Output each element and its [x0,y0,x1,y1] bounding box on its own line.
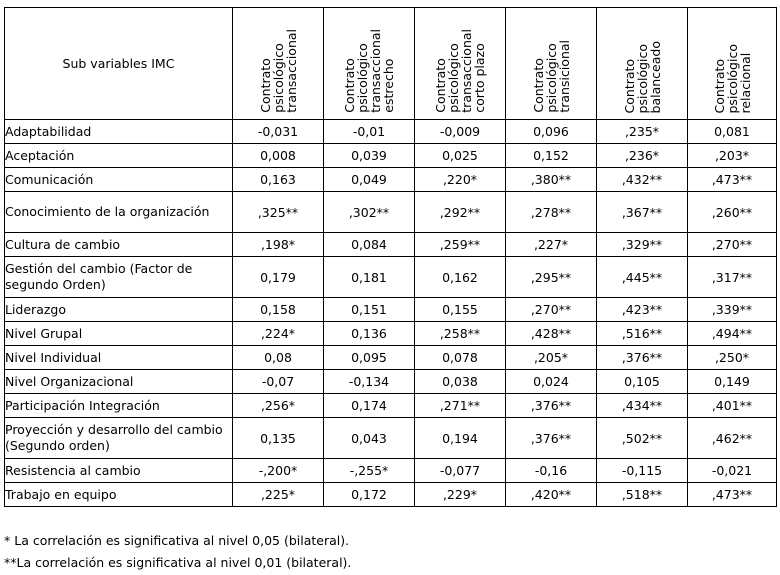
cell-value: ,502** [597,418,688,459]
cell-value: ,292** [415,192,506,233]
column-header-transaccional-estrecho [324,8,415,120]
cell-value: 0,136 [324,322,415,346]
cell-value: ,278** [506,192,597,233]
note-significance-001: **La correlación es significativa al nivel 0,01 (bilateral). [4,555,352,570]
cell-value: ,229* [415,483,506,507]
cell-value: 0,151 [324,298,415,322]
cell-value: 0,135 [233,418,324,459]
cell-value: ,367** [597,192,688,233]
cell-value: 0,039 [324,144,415,168]
cell-value: 0,025 [415,144,506,168]
note-significance-005: * La correlación es significativa al nivel 0,05 (bilateral). [4,533,350,548]
cell-value: ,227* [506,233,597,257]
cell-value: ,224* [233,322,324,346]
cell-value: ,250* [688,346,777,370]
cell-value: ,325** [233,192,324,233]
cell-value: 0,105 [597,370,688,394]
cell-value: 0,158 [233,298,324,322]
cell-value: ,270** [688,233,777,257]
cell-value: 0,084 [324,233,415,257]
column-header-label: Contrato psicológico balanceado [621,40,663,113]
cell-value: ,376** [506,418,597,459]
cell-value: 0,08 [233,346,324,370]
column-header-label: Contrato psicológico transaccional estrecho [342,29,396,113]
table-row [5,346,777,370]
cell-value: 0,163 [233,168,324,192]
row-label: Aceptación [5,144,233,168]
cell-value: ,329** [597,233,688,257]
table-row [5,418,777,459]
cell-value: -0,01 [324,120,415,144]
cell-value: -0,021 [688,459,777,483]
cell-value: ,432** [597,168,688,192]
cell-value: ,317** [688,257,777,298]
row-label: Proyección y desarrollo del cambio (Segundo orden) [5,418,233,459]
cell-value: ,203* [688,144,777,168]
table-row [5,459,777,483]
cell-value: ,235* [597,120,688,144]
cell-value: ,473** [688,483,777,507]
cell-value: ,376** [506,394,597,418]
cell-value: -0,115 [597,459,688,483]
column-header-label: Contrato psicológico transaccional corto plazo [433,29,487,113]
cell-value: ,401** [688,394,777,418]
row-label: Resistencia al cambio [5,459,233,483]
cell-value: ,205* [506,346,597,370]
row-label: Conocimiento de la organización [5,192,233,233]
cell-value: ,220* [415,168,506,192]
cell-value: -0,009 [415,120,506,144]
column-header-label: Contrato psicológico transicional [530,40,572,113]
cell-value: 0,024 [506,370,597,394]
cell-value: ,494** [688,322,777,346]
cell-value: 0,049 [324,168,415,192]
row-label: Liderazgo [5,298,233,322]
cell-value: ,462** [688,418,777,459]
cell-value: -0,031 [233,120,324,144]
table-notes [4,530,351,574]
row-label: Participación Integración [5,394,233,418]
cell-value: 0,162 [415,257,506,298]
column-header-transicional [506,8,597,120]
table-row [5,483,777,507]
column-header-balanceado [597,8,688,120]
table-row [5,120,777,144]
cell-value: 0,078 [415,346,506,370]
column-header-label: Contrato psicológico relacional [711,43,753,113]
cell-value: ,260** [688,192,777,233]
cell-value: ,423** [597,298,688,322]
table-row [5,370,777,394]
table-row [5,233,777,257]
correlation-table [4,7,777,507]
cell-value: ,420** [506,483,597,507]
cell-value: 0,038 [415,370,506,394]
cell-value: -0,134 [324,370,415,394]
table-row [5,322,777,346]
cell-value: ,270** [506,298,597,322]
cell-value: ,271** [415,394,506,418]
cell-value: -0,077 [415,459,506,483]
cell-value: ,380** [506,168,597,192]
table-row [5,394,777,418]
cell-value: 0,096 [506,120,597,144]
cell-value: -,200* [233,459,324,483]
row-label: Gestión del cambio (Factor de segundo Orden) [5,257,233,298]
row-label: Nivel Grupal [5,322,233,346]
table-row [5,298,777,322]
cell-value: 0,043 [324,418,415,459]
cell-value: ,198* [233,233,324,257]
column-header-transaccional [233,8,324,120]
table-row [5,168,777,192]
cell-value: 0,179 [233,257,324,298]
row-label: Trabajo en equipo [5,483,233,507]
column-header-transaccional-corto-plazo [415,8,506,120]
cell-value: ,339** [688,298,777,322]
corner-header: Sub variables IMC [5,8,233,120]
row-label: Adaptabilidad [5,120,233,144]
cell-value: ,256* [233,394,324,418]
cell-value: 0,081 [688,120,777,144]
cell-value: ,445** [597,257,688,298]
table-row [5,257,777,298]
row-label: Comunicación [5,168,233,192]
cell-value: 0,149 [688,370,777,394]
cell-value: 0,155 [415,298,506,322]
cell-value: ,295** [506,257,597,298]
cell-value: ,236* [597,144,688,168]
cell-value: 0,152 [506,144,597,168]
header-row [5,8,777,120]
column-header-relacional [688,8,777,120]
cell-value: ,376** [597,346,688,370]
cell-value: -0,16 [506,459,597,483]
cell-value: ,259** [415,233,506,257]
cell-value: -0,07 [233,370,324,394]
cell-value: ,258** [415,322,506,346]
cell-value: 0,194 [415,418,506,459]
cell-value: ,302** [324,192,415,233]
cell-value: ,473** [688,168,777,192]
table-row [5,144,777,168]
table-row [5,192,777,233]
cell-value: -,255* [324,459,415,483]
cell-value: ,428** [506,322,597,346]
cell-value: 0,008 [233,144,324,168]
row-label: Nivel Organizacional [5,370,233,394]
cell-value: 0,172 [324,483,415,507]
cell-value: 0,095 [324,346,415,370]
cell-value: 0,181 [324,257,415,298]
cell-value: ,434** [597,394,688,418]
cell-value: ,516** [597,322,688,346]
cell-value: ,518** [597,483,688,507]
cell-value: 0,174 [324,394,415,418]
row-label: Nivel Individual [5,346,233,370]
cell-value: ,225* [233,483,324,507]
column-header-label: Contrato psicológico transaccional [257,29,299,113]
row-label: Cultura de cambio [5,233,233,257]
